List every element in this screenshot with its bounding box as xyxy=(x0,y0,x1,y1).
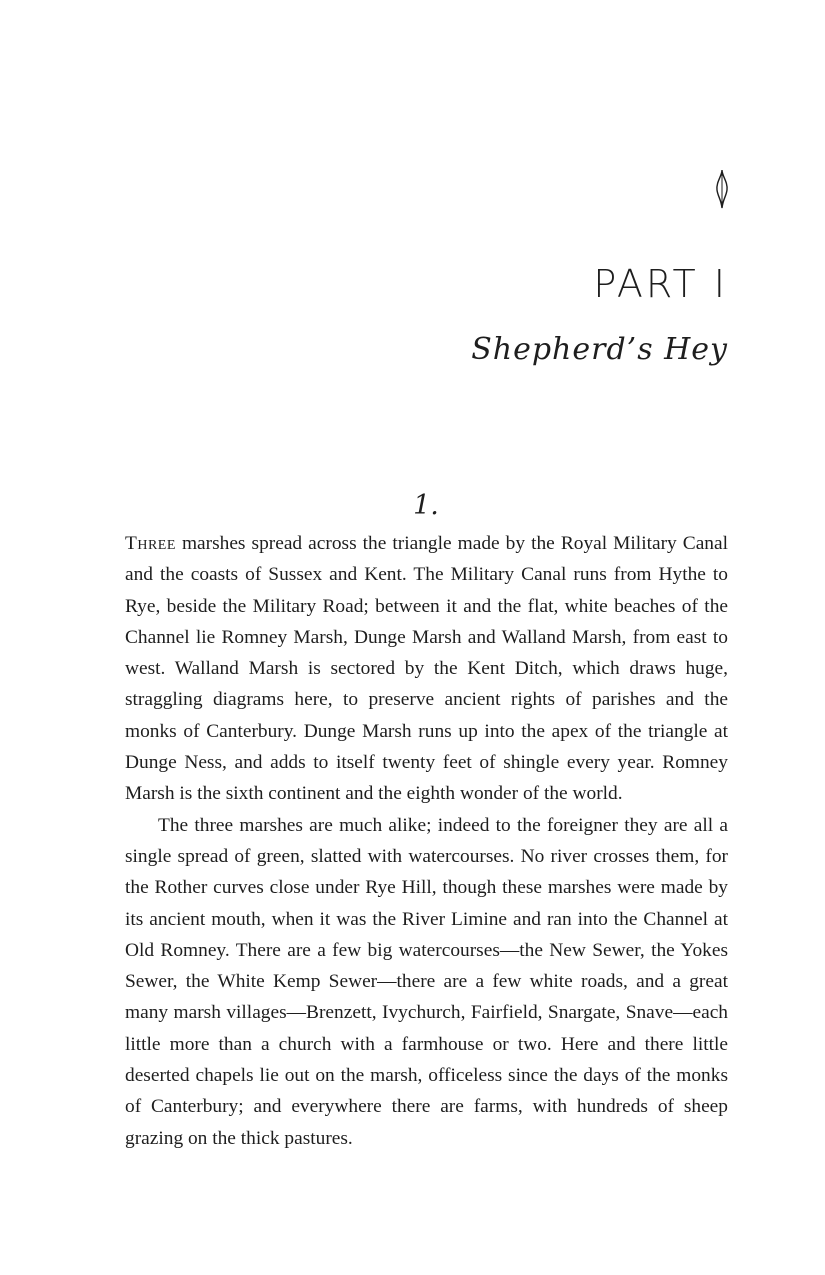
chapter-number: 1. xyxy=(413,490,439,521)
paragraph-text: marshes spread across the triangle made by the Royal Military Canal and the coasts of Sussex and Kent. The Military Canal runs from Hythe to Rye, beside the Military Road; between it and the flat, white beaches of the Channel lie Romney Marsh, Dunge Marsh and Walland Marsh, from east to west. Walland Marsh is sectored by the Kent Ditch, which draws huge, straggling diagrams here, to preserve ancient rights of parishes and the monks of Canterbury. Dunge Marsh runs up into the apex of the triangle at Dunge Ness, and adds to itself twenty feet of shingle every year. Romney Marsh is the sixth continent and the eighth wonder of the world. xyxy=(125,533,728,805)
drop-lead-word: Three xyxy=(125,533,176,554)
paragraph-text: The three marshes are much alike; indeed to the foreigner they are all a single spread of green, slatted with watercourses. No river crosses them, for the Rother curves close under Rye Hill, though these marshes were made by its ancient mouth, when it was the River Limine and ran into the Channel at Old Romney. There are a few big watercourses—the New Sewer, the Yokes Sewer, the White Kemp Sewer—there are a few white roads, and a great many marsh villages—Brenzett, Ivychurch, Fairfield, Snargate, Snave—each little more than a church with a farmhouse or two. Here and there little deserted chapels lie out on the marsh, officeless since the days of the monks of Canterbury; and everywhere there are farms, with hundreds of sheep grazing on the thick pastures. xyxy=(125,814,728,1149)
leaf-ornament-icon xyxy=(712,168,732,210)
paragraph xyxy=(125,810,728,1154)
part-title: PART I xyxy=(593,262,728,306)
body-text xyxy=(125,528,728,1154)
paragraph xyxy=(125,528,728,810)
part-subtitle: Shepherd’s Hey xyxy=(471,332,728,367)
